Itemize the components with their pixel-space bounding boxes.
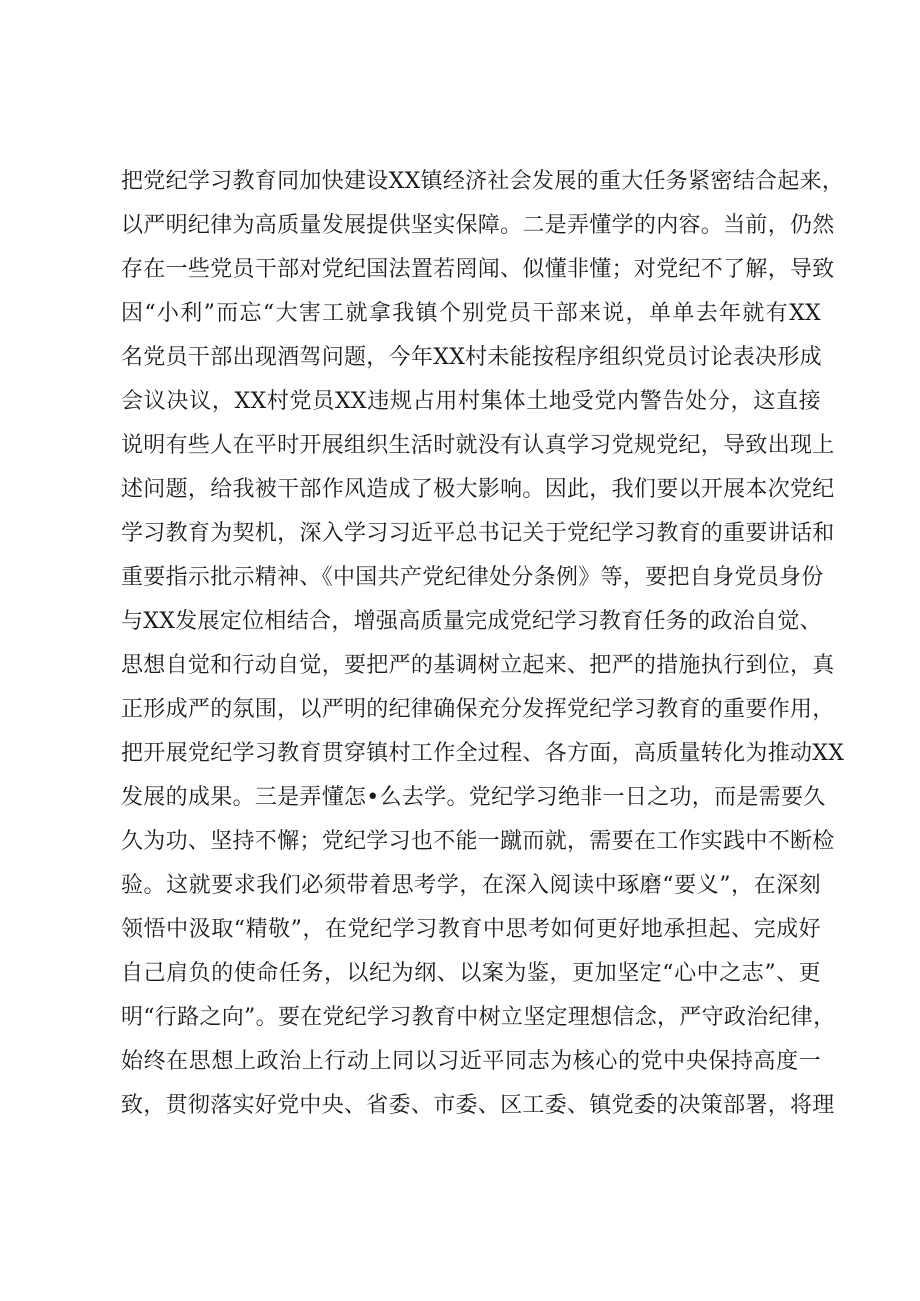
text-line: 发展的成果。三是弄懂怎•么去学。党纪学习绝非一日之功，而是需要久 (121, 785, 826, 810)
text-line: 把开展党纪学习教育贯穿镇村工作全过程、各方面，高质量转化为推动XX (121, 741, 845, 766)
text-line: 明“行路之向”。要在党纪学习教育中树立坚定理想信念，严守政治纪律， (121, 1005, 836, 1030)
text-line: 因“小利”而忘“大害工就拿我镇个别党员干部来说，单单去年就有XX (121, 301, 821, 326)
text-line: 把党纪学习教育同加快建设XX镇经济社会发展的重大任务紧密结合起来， (121, 169, 845, 194)
text-line: 领悟中汲取“精敬”，在党纪学习教育中思考如何更好地承担起、完成好 (121, 917, 821, 942)
text-line: 自己肩负的使命任务，以纪为纲、以案为鉴，更加坚定“心中之志”、更 (121, 961, 821, 986)
body-paragraph (121, 160, 845, 1128)
text-line: 致，贯彻落实好党中央、省委、市委、区工委、镇党委的决策部署，将理 (121, 1093, 835, 1118)
text-line: 述问题，给我被干部作风造成了极大影响。因此，我们要以开展本次党纪 (121, 477, 835, 502)
text-line: 说明有些人在平时开展组织生活时就没有认真学习党规党纪，导致出现上 (121, 433, 835, 458)
text-line: 以严明纪律为高质量发展提供坚实保障。二是弄懂学的内容。当前，仍然 (121, 213, 835, 238)
text-line: 久为功、坚持不懈；党纪学习也不能一蹴而就，需要在工作实践中不断检 (121, 829, 835, 854)
text-line: 会议决议，XX村党员XX违规占用村集体土地受党内警告处分，这直接 (121, 389, 821, 414)
text-line: 重要指示批示精神、《中国共产党纪律处分条例》等，要把自身党员身份 (121, 565, 824, 590)
text-line: 验。这就要求我们必须带着思考学，在深入阅读中琢磨“要义”，在深刻 (121, 873, 821, 898)
text-line: 始终在思想上政治上行动上同以习近平同志为核心的党中央保持高度一 (121, 1049, 821, 1074)
text-line: 名党员干部出现酒驾问题，今年XX村未能按程序组织党员讨论表决形成 (121, 345, 822, 370)
text-line: 存在一些党员干部对党纪国法置若罔闻、似懂非懂；对党纪不了解，导致 (121, 257, 835, 282)
text-line: 正形成严的氛围，以严明的纪律确保充分发挥党纪学习教育的重要作用， (121, 697, 835, 722)
text-line: 与XX发展定位相结合，增强高质量完成党纪学习教育任务的政治自觉、 (121, 609, 822, 634)
text-line: 学习教育为契机，深入学习习近平总书记关于党纪学习教育的重要讲话和 (121, 521, 835, 546)
text-line: 思想自觉和行动自觉，要把严的基调树立起来、把严的措施执行到位，真 (121, 653, 835, 678)
